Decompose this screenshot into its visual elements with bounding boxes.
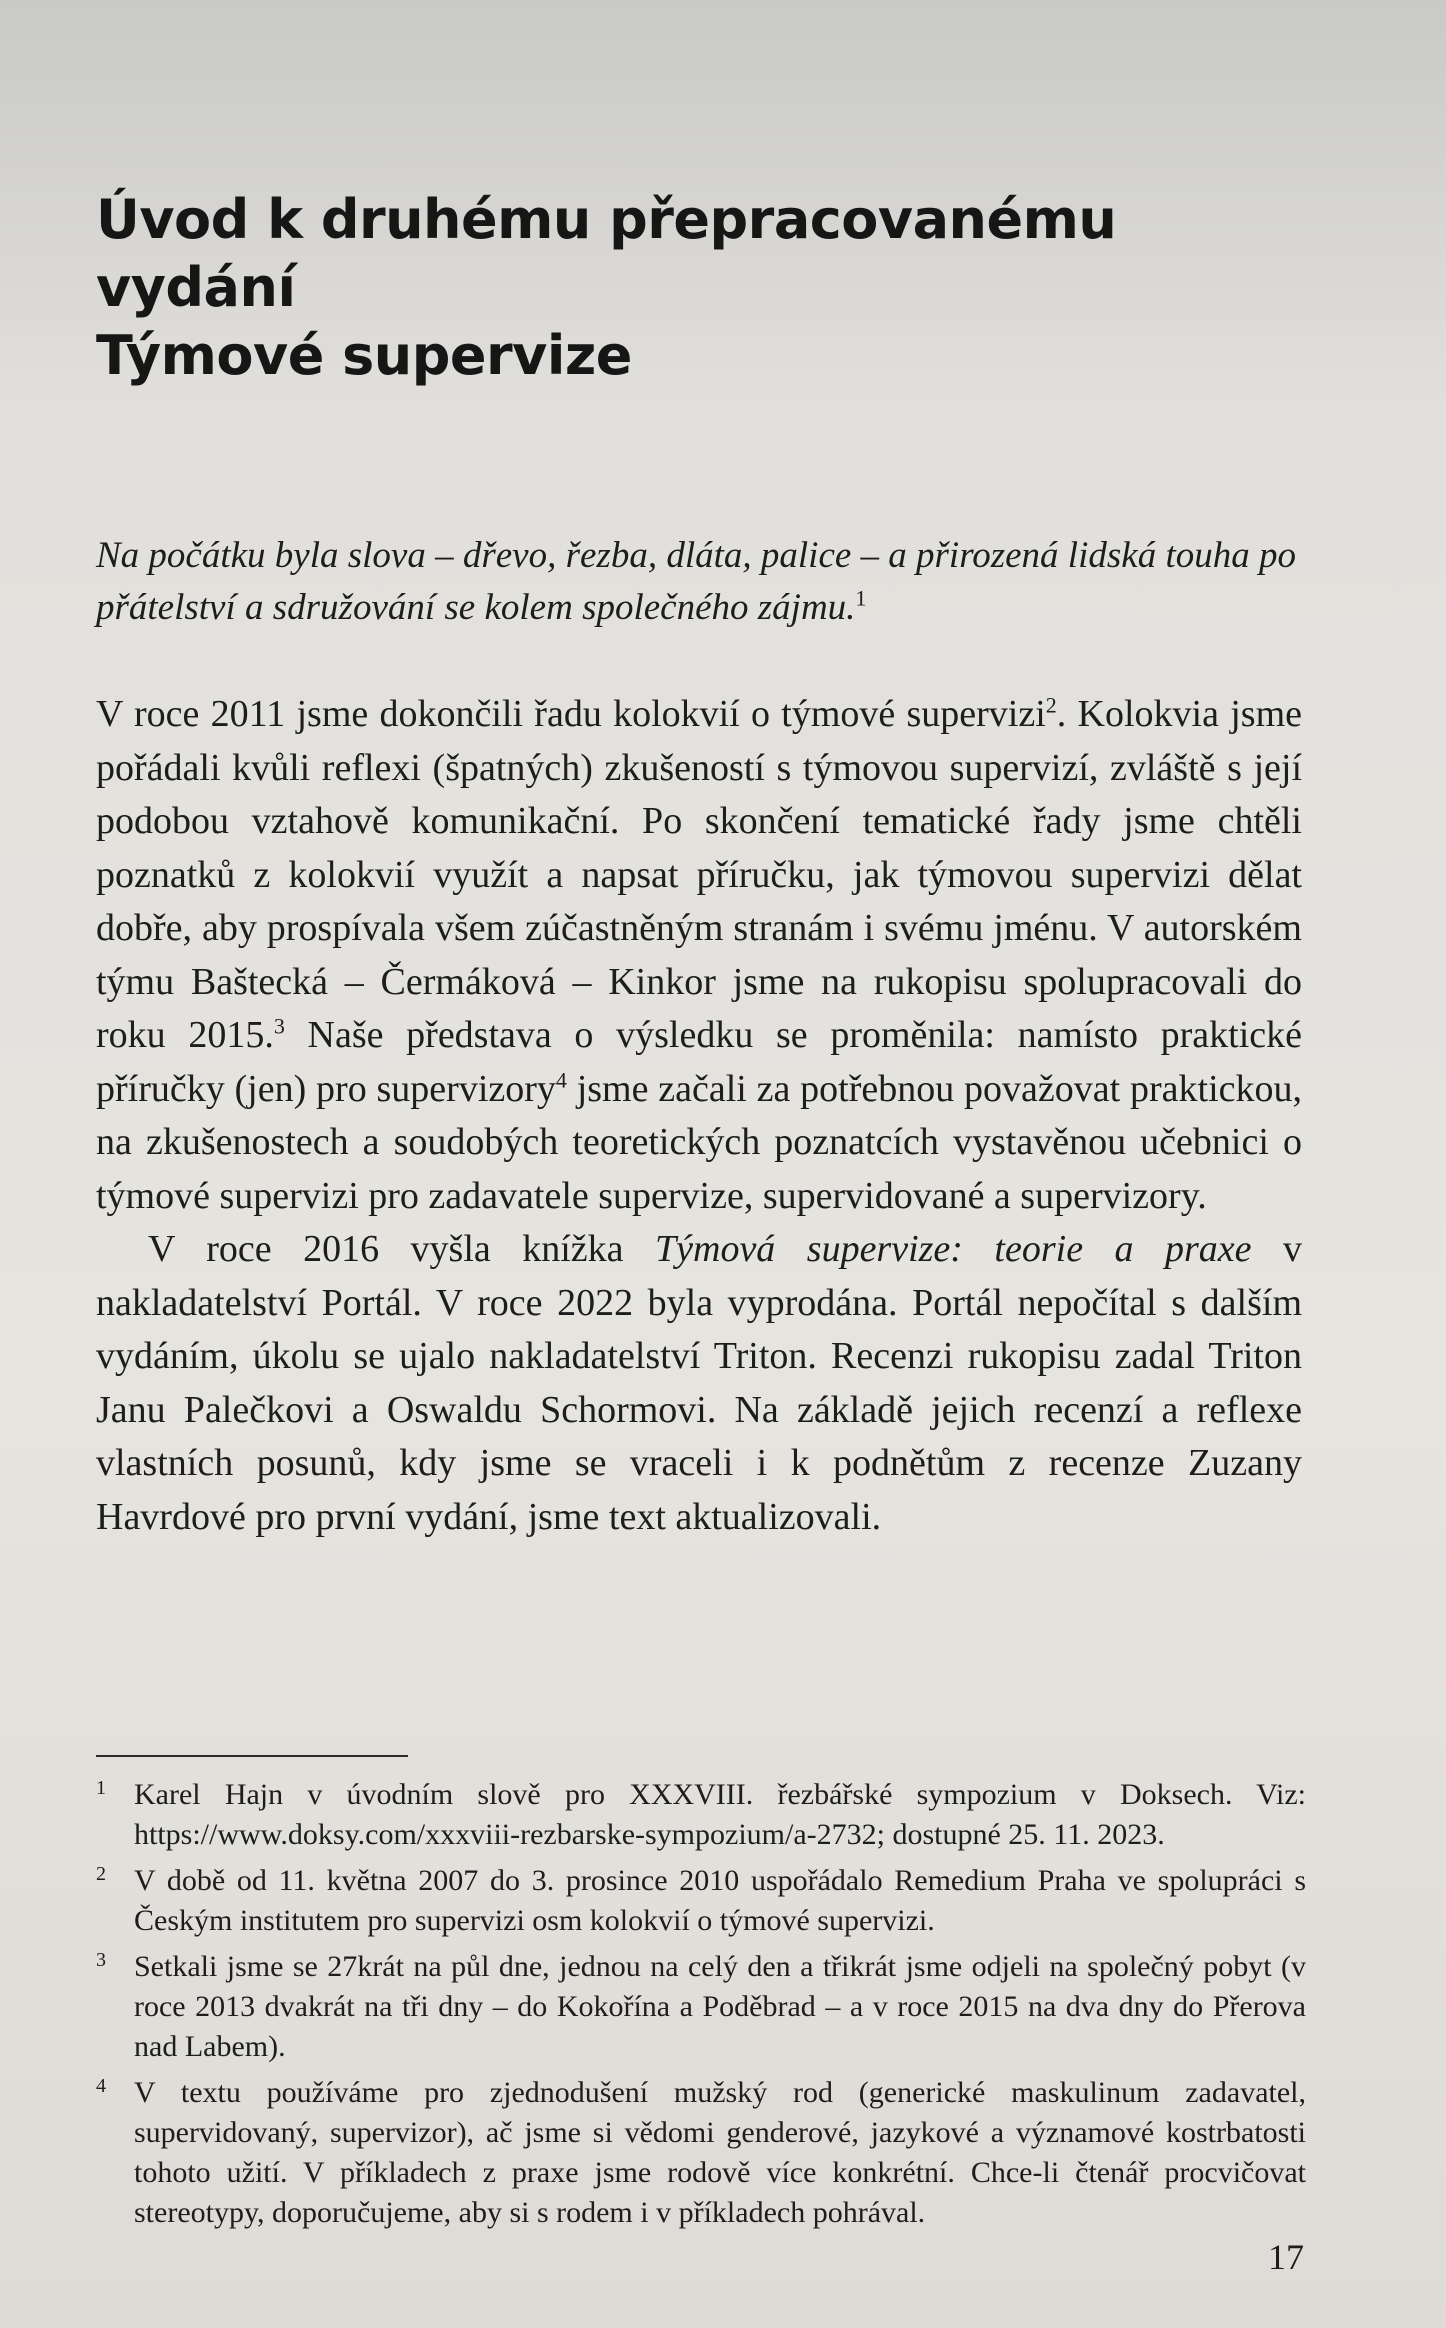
footnote-number: 1 xyxy=(96,1777,106,1799)
footnotes xyxy=(96,1775,1306,2239)
paragraph-2 xyxy=(96,1223,1302,1544)
footnote-text: V době od 11. května 2007 do 3. prosince 2010 uspořádalo Remedium Praha ve spolupráci s Českým institutem pro supervizi osm kolokvií o týmové supervizi. xyxy=(134,1864,1306,1937)
paragraph-1-part-d: jsme začali za potřebnou považovat praktickou, na zkušenostech a soudobých teoretických poznatcích vystavěnou učebnici o týmové supervizi pro zadavatele supervize, supervidované a supervizory. xyxy=(96,1067,1302,1217)
footnote-ref-2: 2 xyxy=(1045,692,1057,718)
footnote xyxy=(96,1947,1306,2067)
chapter-heading xyxy=(96,186,1296,390)
chapter-heading-line-1: Úvod k druhému přepracovanému vydání xyxy=(96,188,1117,319)
epigraph-text: Na počátku byla slova – dřevo, řezba, dláta, palice – a přirozená lidská touha po přátelství a sdružování se kolem společného zájmu. xyxy=(96,535,1296,628)
footnote-number: 4 xyxy=(96,2075,106,2097)
paragraph-2-part-a: V roce 2016 vyšla knížka xyxy=(148,1228,655,1270)
footnote-ref-3: 3 xyxy=(273,1013,285,1039)
book-title: Týmová supervize: teorie a praxe xyxy=(655,1228,1252,1270)
epigraph xyxy=(96,530,1306,634)
paragraph-1 xyxy=(96,688,1302,1223)
footnote-number: 2 xyxy=(96,1863,106,1885)
paragraph-1-part-b: . Kolokvia jsme pořádali kvůli reflexi (špatných) zkušeností s týmovou supervizí, zvláště s její podobou vztahově komunikační. Po skončení tematické řady jsme chtěli poznatků z kolokvií využít a napsat příručku, jak týmovou supervizi dělat dobře, aby prospívala všem zúčastněným stranám i svému jménu. V autorském týmu Baštecká – Čermáková – Kinkor jsme na rukopisu spolupracovali do roku 2015. xyxy=(96,693,1302,1056)
paragraph-2-part-b: v nakladatelství Portál. V roce 2022 byla vyprodána. Portál nepočítal s dalším vydáním, úkolu se ujalo nakladatelství Triton. Recenzi rukopisu zadal Triton Janu Palečkovi a Oswaldu Schormovi. Na základě jejich recenzí a reflexe vlastních posunů, kdy jsme se vraceli i k podnětům z recenze Zuzany Havrdové pro první vydání, jsme text aktualizovali. xyxy=(96,1228,1303,1538)
body-text xyxy=(96,688,1302,1544)
footnote xyxy=(96,1775,1306,1855)
footnote xyxy=(96,1861,1306,1941)
page-number: 17 xyxy=(1268,2237,1304,2277)
footnote-divider xyxy=(96,1755,408,1757)
footnote-text: V textu používáme pro zjednodušení mužský rod (generické maskulinum zadavatel, supervidovaný, supervizor), ač jsme si vědomi genderové, jazykové a významové kostrbatosti tohoto užití. V příkladech z praxe jsme rodově více konkrétní. Chce-li čtenář procvičovat stereotypy, doporučujeme, aby si s rodem i v příkladech pohrával. xyxy=(134,2076,1306,2229)
footnote-ref-4: 4 xyxy=(555,1066,567,1092)
footnote-number: 3 xyxy=(96,1949,106,1971)
footnote-text: Karel Hajn v úvodním slově pro XXXVIII. řezbářské sympozium v Doksech. Viz: https://www.doksy.com/xxxviii-rezbarske-sympozium/a-2732; dostupné 25. 11. 2023. xyxy=(134,1778,1306,1851)
chapter-heading-line-2: Týmové supervize xyxy=(96,324,632,387)
footnote xyxy=(96,2073,1306,2233)
paragraph-1-part-c: Naše představa o výsledku se proměnila: namísto praktické příručky (jen) pro supervizory xyxy=(96,1014,1303,1110)
paragraph-1-part-a: V roce 2011 jsme dokončili řadu kolokvií o týmové supervizi xyxy=(96,693,1046,735)
footnote-ref-1: 1 xyxy=(855,585,867,611)
footnote-text: Setkali jsme se 27krát na půl dne, jednou na celý den a třikrát jsme odjeli na společný pobyt (v roce 2013 dvakrát na tři dny – do Kokořína a Poděbrad – a v roce 2015 na dva dny do Přerova nad Labem). xyxy=(134,1950,1306,2063)
